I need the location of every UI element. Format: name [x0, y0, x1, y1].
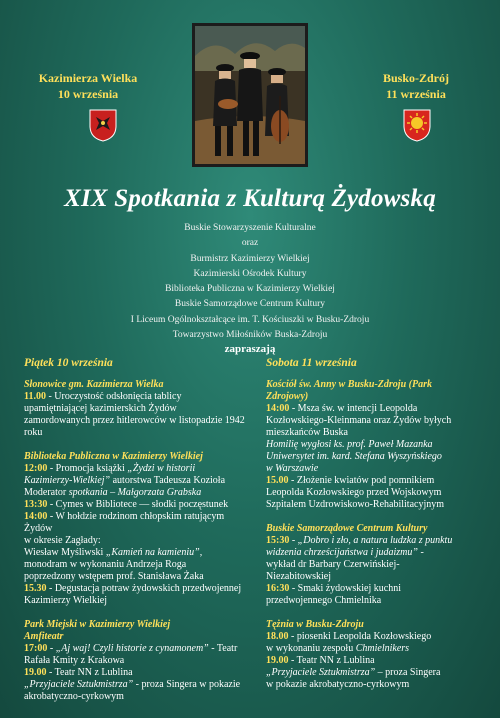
section-subtitle: Amfiteatr: [24, 631, 64, 642]
event-text: -: [47, 643, 56, 654]
program-line: [24, 643, 256, 655]
event-time: 13:30: [24, 499, 48, 510]
program-line: Kozłowskiego-Kleinmana oraz Żydów byłych: [266, 415, 452, 426]
organizer-line: I Liceum Ogólnokształcące im. T. Kościuszki w Busku-Zdroju: [130, 314, 370, 325]
organizers-list: [0, 221, 500, 343]
program-line: [24, 391, 256, 403]
program-line: w pokazie akrobatyczno-cyrkowym: [266, 679, 410, 690]
program-line: upamiętniającej kazimierskich Żydów: [24, 403, 177, 414]
organizer-line: Buskie Samorządowe Centrum Kultury: [174, 299, 326, 310]
program-line: Szpitalem Uzdrowiskowo-Rehabilitacyjnym: [266, 499, 445, 510]
section-title: Park Miejski w Kazimierzy Wielkiej: [24, 619, 171, 630]
program-line: [24, 463, 256, 475]
program-line: poprzedzony wstępem prof. Stanisława Żaka: [24, 571, 204, 582]
band-name: Chmielnikers: [355, 643, 410, 654]
event-time: 18.00: [266, 631, 289, 642]
event-text: - Teatr: [208, 643, 238, 654]
program-line: roku: [24, 427, 43, 438]
book-title: Kazimierzy-Wielkiej”: [24, 475, 111, 486]
event-time: 17:00: [24, 643, 48, 654]
organizer-line: Kazimierski Ośrodek Kultury: [193, 268, 307, 279]
show-title: „Przyjaciele Sztukmistrza”: [266, 667, 376, 678]
kazimierza-wielka-crest-icon: [88, 108, 118, 142]
event-time: 15:30: [266, 535, 290, 546]
event-text: - W hołdzie rodzinom chłopskim ratującym: [47, 511, 225, 522]
program-line: [266, 475, 498, 487]
event-text: - Promocja książki: [47, 463, 128, 474]
page-title: XIX Spotkania z Kulturą Żydowską: [64, 185, 436, 212]
event-text: w wykonaniu zespołu: [266, 643, 356, 654]
event-text: - proza Singera w pokazie: [133, 679, 241, 690]
program-line: wykład dr Barbary Czerwińskiej-: [266, 559, 400, 570]
program-line: przedwojennego Chmielnika: [266, 595, 382, 606]
right-city-name: Busko-Zdrój: [382, 71, 450, 85]
program-line: Uniwersytet im. kard. Stefana Wyszyńskiego: [266, 451, 442, 462]
event-text: - Złożenie kwiatów pod pomnikiem: [288, 475, 435, 486]
program-line: Leopolda Kozłowskiego przed Wojskowym: [266, 487, 442, 498]
event-text: - Uroczystość odsłonięcia tablicy: [45, 391, 182, 402]
organizer-line: oraz: [241, 238, 259, 249]
graduation-tower-section: [266, 619, 498, 691]
program-line: [24, 679, 256, 691]
program-line: [24, 583, 256, 595]
event-text: - Smaki żydowskiej kuchni: [289, 583, 401, 594]
program-line: Kazimierzy Wielkiej: [24, 595, 107, 606]
saturday-program: [266, 357, 498, 703]
friday-heading: Piątek 10 września: [24, 357, 113, 369]
show-title: „Przyjaciele Sztukmistrza”: [24, 679, 134, 690]
section-title: Słonowice gm. Kazimierza Wielka: [24, 379, 164, 390]
organizer-line: Biblioteka Publiczna w Kazimierzy Wielkiej: [165, 284, 335, 295]
show-title: „Aj waj! Czyli historie z cynamonem”: [55, 643, 209, 654]
slonowice-section: [24, 379, 256, 439]
event-time: 11.00: [24, 391, 46, 402]
event-time: 19.00: [266, 655, 289, 666]
program-line: w okresie Zagłady:: [24, 535, 101, 546]
church-section: [266, 379, 498, 511]
program-line: [24, 487, 256, 499]
event-text: - Cymes w Bibliotece — słodki poczęstunek: [47, 499, 229, 510]
program-line: [266, 643, 498, 655]
event-time: 15.00: [266, 475, 289, 486]
section-title: Tężnia w Busku-Zdroju: [266, 619, 364, 630]
left-city-date: 10 września: [57, 87, 119, 101]
program-line: [266, 403, 498, 415]
left-city-name: Kazimierza Wielka: [38, 71, 138, 85]
program-line: [266, 631, 498, 643]
program-line: zamordowanych przez hitlerowców w listopadzie 1942: [24, 415, 245, 426]
event-text: - Teatr NN z Lublina: [288, 655, 375, 666]
left-city-block: [28, 70, 148, 102]
event-text: - Teatr NN z Lublina: [46, 667, 133, 678]
event-text: - piosenki Leopolda Kozłowskiego: [288, 631, 432, 642]
event-time: 14:00: [24, 511, 48, 522]
program-line: [266, 655, 498, 667]
book-title: „Żydzi w historii: [127, 463, 196, 474]
program-line: [24, 511, 256, 523]
program-line: [24, 499, 256, 511]
invite-text: zapraszają: [224, 343, 276, 355]
event-time: 15.30: [24, 583, 47, 594]
event-text: – proza Singera: [375, 667, 441, 678]
friday-program: [24, 357, 256, 715]
section-title: Zdrojowy): [266, 391, 309, 402]
library-section: [24, 451, 256, 607]
right-city-date: 11 września: [386, 87, 446, 101]
moderator: spotkania – Małgorzata Grabska: [68, 487, 202, 498]
lecture-title: - „Dobro i zło, a natura ludzka z punktu: [289, 535, 453, 546]
event-time: 16:30: [266, 583, 290, 594]
event-text: - Degustacja potraw żydowskich przedwojennej: [46, 583, 242, 594]
saturday-heading: Sobota 11 września: [266, 357, 357, 369]
program-line: w Warszawie: [266, 463, 319, 474]
culture-centre-section: [266, 523, 498, 607]
program-line: Żydów: [24, 523, 53, 534]
busko-zdroj-crest-icon: [402, 108, 432, 142]
program-line: [24, 547, 256, 559]
program-line: Rafała Kmity z Krakowa: [24, 655, 125, 666]
program-line: Niezabitowskiej: [266, 571, 331, 582]
program-line: [266, 535, 498, 547]
klezmer-musicians-painting: [192, 23, 308, 167]
event-text: - Msza św. w intencji Leopolda: [289, 403, 418, 414]
event-time: 14:00: [266, 403, 290, 414]
organizer-line: Buskie Stowarzyszenie Kulturalne: [184, 223, 316, 233]
work-title: „Kamień na kamieniu”,: [105, 547, 203, 558]
program-line: [24, 475, 256, 487]
program-line: Homilię wygłosi ks. prof. Paweł Mazanka: [266, 439, 433, 450]
right-city-block: [356, 70, 476, 102]
program-line: mieszkańców Buska: [266, 427, 348, 438]
program-line: [24, 667, 256, 679]
organizer-line: Towarzystwo Miłośników Buska-Zdroju: [172, 330, 328, 341]
event-text: Wiesław Myśliwski: [24, 547, 106, 558]
program-line: [266, 583, 498, 595]
park-section: [24, 619, 256, 703]
program-line: akrobatyczno-cyrkowym: [24, 691, 124, 702]
organizer-line: Burmistrz Kazimierzy Wielkiej: [190, 253, 310, 264]
event-text: Moderator: [24, 487, 69, 498]
program-line: widzenia chrześcijaństwa i judaizmu” -: [266, 547, 424, 558]
program-line: [266, 667, 498, 679]
program-line: monodram w wykonaniu Andrzeja Roga: [24, 559, 187, 570]
event-text: autorstwa Tadeusza Kozioła: [110, 475, 226, 486]
section-title: Buskie Samorządowe Centrum Kultury: [266, 523, 428, 534]
event-time: 12:00: [24, 463, 48, 474]
section-title: Biblioteka Publiczna w Kazimierzy Wielkiej: [24, 451, 203, 462]
event-time: 19.00: [24, 667, 47, 678]
section-title: Kościół św. Anny w Busku-Zdroju (Park: [266, 379, 432, 390]
